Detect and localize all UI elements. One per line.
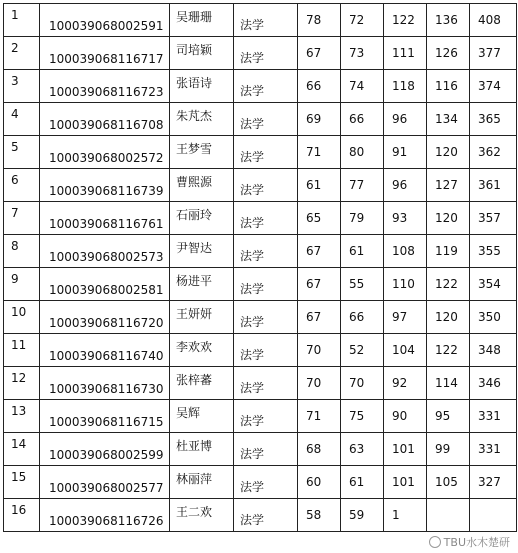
table-row [4, 169, 517, 202]
exam-id-cell: 100039068002573 [40, 235, 170, 268]
score-3-cell: 108 [384, 235, 427, 268]
score-3-cell: 104 [384, 334, 427, 367]
score-1-cell: 66 [298, 70, 341, 103]
major-cell: 法学 [234, 334, 298, 367]
score-3-cell: 97 [384, 301, 427, 334]
major-cell: 法学 [234, 235, 298, 268]
rank-cell: 6 [4, 169, 40, 202]
name-cell: 司培颖 [170, 37, 234, 70]
exam-id-cell: 100039068116708 [40, 103, 170, 136]
name-cell: 林丽萍 [170, 466, 234, 499]
score-1-cell: 67 [298, 235, 341, 268]
exam-id-cell: 100039068002572 [40, 136, 170, 169]
score-3-cell: 93 [384, 202, 427, 235]
name-cell: 吴辉 [170, 400, 234, 433]
name-cell: 杨进平 [170, 268, 234, 301]
major-cell: 法学 [234, 202, 298, 235]
score-3-cell: 122 [384, 4, 427, 37]
score-1-cell: 70 [298, 367, 341, 400]
score-1-cell: 60 [298, 466, 341, 499]
name-cell: 朱芃杰 [170, 103, 234, 136]
score-2-cell: 77 [341, 169, 384, 202]
major-cell: 法学 [234, 367, 298, 400]
watermark-text: TBU水木楚研 [443, 536, 510, 549]
score-3-cell: 118 [384, 70, 427, 103]
score-4-cell: 134 [427, 103, 470, 136]
score-4-cell: 119 [427, 235, 470, 268]
rank-cell: 15 [4, 466, 40, 499]
exam-id-cell: 100039068116715 [40, 400, 170, 433]
total-score-cell [470, 499, 517, 532]
exam-id-cell: 100039068116726 [40, 499, 170, 532]
total-score-cell: 408 [470, 4, 517, 37]
rank-cell: 5 [4, 136, 40, 169]
score-2-cell: 61 [341, 235, 384, 268]
name-cell: 曹熙源 [170, 169, 234, 202]
score-2-cell: 79 [341, 202, 384, 235]
total-score-cell: 346 [470, 367, 517, 400]
table-row [4, 37, 517, 70]
score-1-cell: 71 [298, 400, 341, 433]
score-3-cell: 91 [384, 136, 427, 169]
watermark [427, 533, 512, 551]
score-4-cell: 127 [427, 169, 470, 202]
score-3-cell: 92 [384, 367, 427, 400]
score-4-cell: 120 [427, 301, 470, 334]
score-3-cell: 1 [384, 499, 427, 532]
score-4-cell: 122 [427, 334, 470, 367]
name-cell: 张梓蕃 [170, 367, 234, 400]
major-cell: 法学 [234, 136, 298, 169]
rank-cell: 12 [4, 367, 40, 400]
table-row [4, 268, 517, 301]
rank-cell: 13 [4, 400, 40, 433]
watermark-logo-icon [429, 536, 441, 548]
score-4-cell: 95 [427, 400, 470, 433]
rank-cell: 14 [4, 433, 40, 466]
exam-id-cell: 100039068116730 [40, 367, 170, 400]
score-2-cell: 59 [341, 499, 384, 532]
table-row [4, 70, 517, 103]
table-row [4, 202, 517, 235]
score-4-cell: 99 [427, 433, 470, 466]
total-score-cell: 355 [470, 235, 517, 268]
score-4-cell: 136 [427, 4, 470, 37]
name-cell: 杜亚博 [170, 433, 234, 466]
total-score-cell: 362 [470, 136, 517, 169]
score-4-cell: 105 [427, 466, 470, 499]
score-3-cell: 90 [384, 400, 427, 433]
score-1-cell: 58 [298, 499, 341, 532]
score-1-cell: 67 [298, 268, 341, 301]
major-cell: 法学 [234, 169, 298, 202]
name-cell: 王妍妍 [170, 301, 234, 334]
score-table [3, 3, 517, 532]
rank-cell: 8 [4, 235, 40, 268]
score-2-cell: 52 [341, 334, 384, 367]
major-cell: 法学 [234, 499, 298, 532]
name-cell: 石丽玲 [170, 202, 234, 235]
rank-cell: 11 [4, 334, 40, 367]
total-score-cell: 357 [470, 202, 517, 235]
score-4-cell: 120 [427, 136, 470, 169]
name-cell: 吴珊珊 [170, 4, 234, 37]
score-1-cell: 65 [298, 202, 341, 235]
rank-cell: 16 [4, 499, 40, 532]
total-score-cell: 331 [470, 433, 517, 466]
total-score-cell: 327 [470, 466, 517, 499]
total-score-cell: 350 [470, 301, 517, 334]
exam-id-cell: 100039068002599 [40, 433, 170, 466]
major-cell: 法学 [234, 37, 298, 70]
name-cell: 张语诗 [170, 70, 234, 103]
table-row [4, 367, 517, 400]
score-2-cell: 73 [341, 37, 384, 70]
major-cell: 法学 [234, 466, 298, 499]
exam-id-cell: 100039068116717 [40, 37, 170, 70]
score-2-cell: 80 [341, 136, 384, 169]
score-1-cell: 67 [298, 301, 341, 334]
score-2-cell: 72 [341, 4, 384, 37]
table-row [4, 136, 517, 169]
score-3-cell: 110 [384, 268, 427, 301]
score-1-cell: 70 [298, 334, 341, 367]
score-3-cell: 96 [384, 103, 427, 136]
rank-cell: 9 [4, 268, 40, 301]
score-2-cell: 70 [341, 367, 384, 400]
exam-id-cell: 100039068116739 [40, 169, 170, 202]
major-cell: 法学 [234, 301, 298, 334]
total-score-cell: 348 [470, 334, 517, 367]
total-score-cell: 374 [470, 70, 517, 103]
score-table-body [4, 4, 517, 532]
table-row [4, 301, 517, 334]
name-cell: 尹智达 [170, 235, 234, 268]
major-cell: 法学 [234, 103, 298, 136]
table-row [4, 103, 517, 136]
table-row [4, 4, 517, 37]
score-3-cell: 101 [384, 433, 427, 466]
score-4-cell: 122 [427, 268, 470, 301]
exam-id-cell: 100039068116740 [40, 334, 170, 367]
table-row [4, 466, 517, 499]
score-2-cell: 66 [341, 301, 384, 334]
table-row [4, 400, 517, 433]
score-2-cell: 74 [341, 70, 384, 103]
exam-id-cell: 100039068116720 [40, 301, 170, 334]
exam-id-cell: 100039068002581 [40, 268, 170, 301]
score-4-cell: 120 [427, 202, 470, 235]
rank-cell: 1 [4, 4, 40, 37]
score-4-cell: 114 [427, 367, 470, 400]
total-score-cell: 361 [470, 169, 517, 202]
total-score-cell: 365 [470, 103, 517, 136]
exam-id-cell: 100039068116761 [40, 202, 170, 235]
score-1-cell: 78 [298, 4, 341, 37]
score-1-cell: 67 [298, 37, 341, 70]
total-score-cell: 377 [470, 37, 517, 70]
exam-id-cell: 100039068002591 [40, 4, 170, 37]
major-cell: 法学 [234, 400, 298, 433]
score-2-cell: 61 [341, 466, 384, 499]
exam-id-cell: 100039068002577 [40, 466, 170, 499]
rank-cell: 2 [4, 37, 40, 70]
score-1-cell: 71 [298, 136, 341, 169]
major-cell: 法学 [234, 70, 298, 103]
major-cell: 法学 [234, 433, 298, 466]
table-row [4, 499, 517, 532]
name-cell: 王梦雪 [170, 136, 234, 169]
table-row [4, 433, 517, 466]
name-cell: 王二欢 [170, 499, 234, 532]
rank-cell: 3 [4, 70, 40, 103]
rank-cell: 4 [4, 103, 40, 136]
total-score-cell: 354 [470, 268, 517, 301]
rank-cell: 7 [4, 202, 40, 235]
score-1-cell: 61 [298, 169, 341, 202]
major-cell: 法学 [234, 4, 298, 37]
score-1-cell: 68 [298, 433, 341, 466]
score-4-cell [427, 499, 470, 532]
score-2-cell: 63 [341, 433, 384, 466]
score-3-cell: 101 [384, 466, 427, 499]
table-row [4, 334, 517, 367]
score-2-cell: 55 [341, 268, 384, 301]
score-3-cell: 96 [384, 169, 427, 202]
score-4-cell: 126 [427, 37, 470, 70]
table-row [4, 235, 517, 268]
exam-id-cell: 100039068116723 [40, 70, 170, 103]
score-1-cell: 69 [298, 103, 341, 136]
score-2-cell: 75 [341, 400, 384, 433]
major-cell: 法学 [234, 268, 298, 301]
score-4-cell: 116 [427, 70, 470, 103]
score-3-cell: 111 [384, 37, 427, 70]
rank-cell: 10 [4, 301, 40, 334]
total-score-cell: 331 [470, 400, 517, 433]
score-2-cell: 66 [341, 103, 384, 136]
name-cell: 李欢欢 [170, 334, 234, 367]
